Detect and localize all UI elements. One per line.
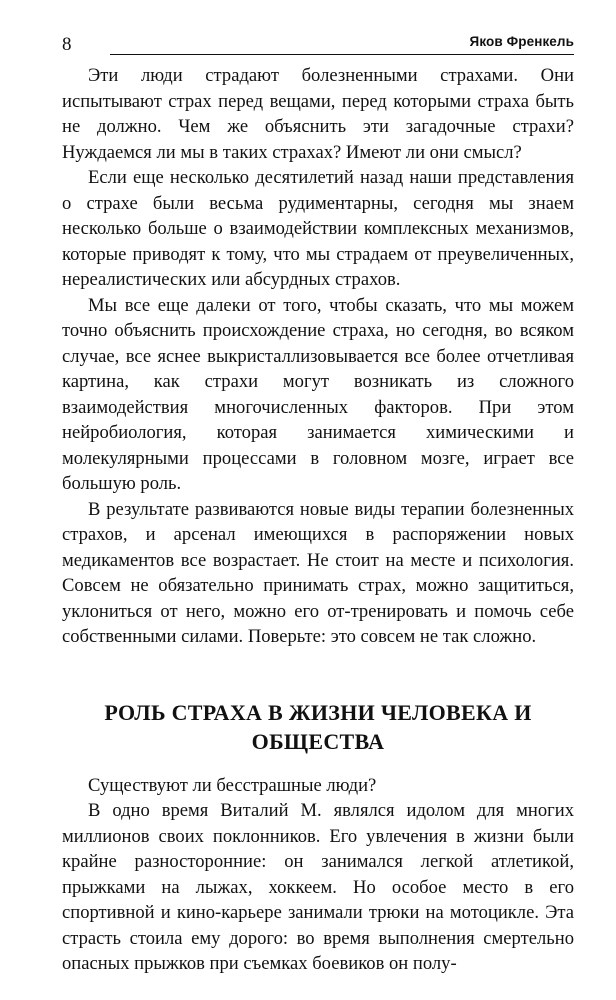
page-number: 8 [62, 34, 72, 55]
paragraph: Эти люди страдают болезненными страхами. Они испытывают страх перед вещами, перед которыми страха быть не должно. Чем же объяснить эти загадочные страхи? Нуждаемся ли мы в таких страхах? Имеют ли они смысл? [62, 65, 574, 163]
paragraph: Существуют ли бесстрашные люди? [88, 774, 377, 796]
paragraph: Если еще несколько десятилетий назад наши представления о страхе были весьма рудиментарны, сегодня мы знаем несколько больше о взаимодействии комплексных механизмов, которые приводят к тому, что мы страдаем от преувеличенных, нереалистических или абсурдных страхов. [62, 167, 574, 290]
header-rule [110, 54, 574, 55]
running-title: Яков Френкель [469, 34, 574, 49]
page-header [62, 34, 574, 56]
paragraph: В одно время Виталий М. являлся идолом для многих миллионов своих поклонников. Его увлечения в жизни были крайне разносторонние: он занимался легкой атлетикой, прыжками на лыжах, хоккеем. Но особое место в его спортивной и кино-карьере занимали трюки на мотоцикле. Эта страсть стоила ему дорого: во время выполнения смертельно опасных прыжков при съемках боевиков он полу- [62, 800, 574, 974]
section-heading: РОЛЬ СТРАХА В ЖИЗНИ ЧЕЛОВЕКА И ОБЩЕСТВА [104, 699, 532, 754]
page-body [62, 63, 574, 977]
paragraph: Мы все еще далеки от того, чтобы сказать, что мы можем точно объяснить происхождение страха, но сегодня, во всяком случае, все яснее выкристаллизовывается все более отчетливая картина, как страхи могут возникать из сложного взаимодействия многочисленных факторов. При этом нейробиология, которая занимается химическими и молекулярными процессами в головном мозге, играет все большую роль. [62, 294, 574, 494]
paragraph: В результате развиваются новые виды терапии болезненных страхов, и арсенал имеющихся в распоряжении новых медикаментов все возрастает. Не стоит на месте и психология. Совсем не обязательно принимать страх, можно защититься, уклониться от него, можно его от-тренировать и помочь себе собственными силами. Поверьте: это совсем не так сложно. [62, 498, 574, 647]
